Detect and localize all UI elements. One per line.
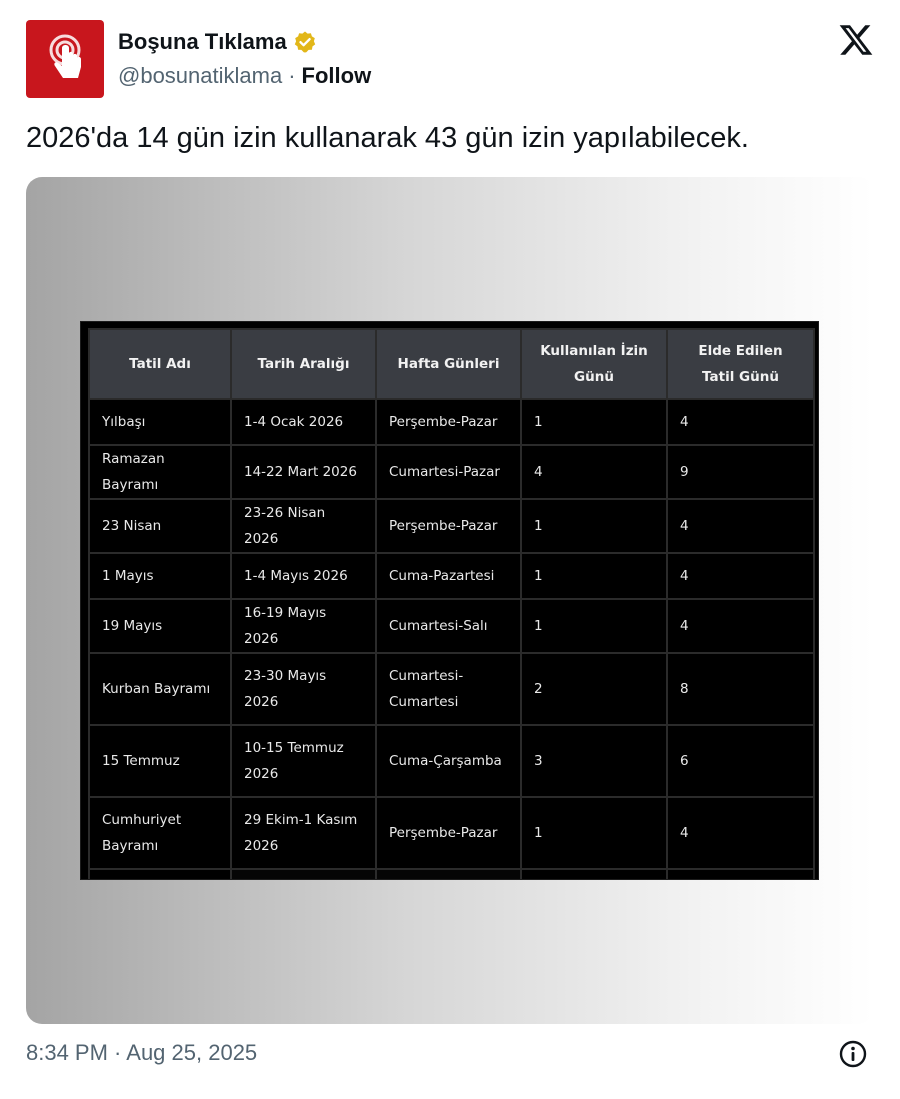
holiday-table bbox=[88, 328, 815, 880]
timestamp[interactable]: 8:34 PM · Aug 25, 2025 bbox=[26, 1040, 258, 1065]
table-cell: 4 bbox=[667, 499, 814, 553]
author-handle-row bbox=[118, 62, 371, 90]
table-cell: 4 bbox=[667, 553, 814, 599]
table-body bbox=[89, 399, 814, 880]
table-cell: 15 Temmuz bbox=[89, 725, 231, 797]
x-logo-icon[interactable] bbox=[838, 22, 874, 58]
column-header: Hafta Günleri bbox=[376, 329, 521, 399]
table-cell: Ramazan Bayramı bbox=[89, 445, 231, 499]
author-name[interactable]: Boşuna Tıklama bbox=[118, 29, 287, 54]
table-cell: 1 bbox=[521, 797, 667, 869]
table-cell: Perşembe-Pazar bbox=[376, 499, 521, 553]
avatar[interactable] bbox=[26, 20, 104, 98]
table-cell: 4 bbox=[667, 599, 814, 653]
table-cell: Cumartesi-Cumartesi bbox=[376, 653, 521, 725]
table-total-cell bbox=[521, 869, 667, 880]
table-cell: Cumartesi-Salı bbox=[376, 599, 521, 653]
table-total-cell bbox=[667, 869, 814, 880]
column-header: Elde Edilen Tatil Günü bbox=[667, 329, 814, 399]
table-total-cell bbox=[231, 869, 376, 880]
table-cell: 1 bbox=[521, 599, 667, 653]
table-row bbox=[89, 399, 814, 445]
table-cell: 1 Mayıs bbox=[89, 553, 231, 599]
table-row bbox=[89, 797, 814, 869]
table-cell: 1-4 Ocak 2026 bbox=[231, 399, 376, 445]
table-cell: 3 bbox=[521, 725, 667, 797]
table-cell: 23 Nisan bbox=[89, 499, 231, 553]
table-row bbox=[89, 499, 814, 553]
holiday-table-container bbox=[80, 321, 819, 880]
separator: · bbox=[288, 63, 296, 88]
table-cell: Yılbaşı bbox=[89, 399, 231, 445]
author-info bbox=[118, 28, 371, 90]
table-cell: 9 bbox=[667, 445, 814, 499]
follow-button[interactable]: Follow bbox=[301, 63, 372, 88]
table-cell: 1 bbox=[521, 499, 667, 553]
table-cell: 19 Mayıs bbox=[89, 599, 231, 653]
table-cell: 23-30 Mayıs 2026 bbox=[231, 653, 376, 725]
table-header-row bbox=[89, 329, 814, 399]
column-header: Tatil Adı bbox=[89, 329, 231, 399]
table-cell: Cuma-Pazartesi bbox=[376, 553, 521, 599]
table-row bbox=[89, 725, 814, 797]
author-handle[interactable]: @bosunatiklama bbox=[118, 63, 283, 88]
column-header: Tarih Aralığı bbox=[231, 329, 376, 399]
table-row bbox=[89, 553, 814, 599]
table-total-row bbox=[89, 869, 814, 880]
table-cell: 6 bbox=[667, 725, 814, 797]
table-total-cell bbox=[376, 869, 521, 880]
table-cell: Cumartesi-Pazar bbox=[376, 445, 521, 499]
post-image[interactable] bbox=[26, 177, 874, 1024]
pointer-hand-icon bbox=[36, 30, 94, 88]
table-cell: 4 bbox=[521, 445, 667, 499]
info-icon[interactable] bbox=[838, 1039, 868, 1069]
table-cell: 14-22 Mart 2026 bbox=[231, 445, 376, 499]
author-name-row bbox=[118, 28, 371, 56]
verified-badge-icon bbox=[293, 30, 317, 54]
table-row bbox=[89, 599, 814, 653]
table-cell: 2 bbox=[521, 653, 667, 725]
post-footer bbox=[26, 1036, 874, 1072]
table-cell: 1 bbox=[521, 399, 667, 445]
table-cell: Perşembe-Pazar bbox=[376, 797, 521, 869]
table-cell: Cumhuriyet Bayramı bbox=[89, 797, 231, 869]
table-cell: Cuma-Çarşamba bbox=[376, 725, 521, 797]
table-row bbox=[89, 653, 814, 725]
table-cell: Perşembe-Pazar bbox=[376, 399, 521, 445]
table-cell: 16-19 Mayıs 2026 bbox=[231, 599, 376, 653]
table-cell: 4 bbox=[667, 797, 814, 869]
post-header bbox=[26, 20, 874, 98]
table-cell: Kurban Bayramı bbox=[89, 653, 231, 725]
table-cell: 10-15 Temmuz 2026 bbox=[231, 725, 376, 797]
table-cell: 1-4 Mayıs 2026 bbox=[231, 553, 376, 599]
post-text: 2026'da 14 gün izin kullanarak 43 gün izin yapılabilecek. bbox=[26, 122, 749, 154]
table-total-cell bbox=[89, 869, 231, 880]
table-cell: 1 bbox=[521, 553, 667, 599]
table-cell: 29 Ekim-1 Kasım 2026 bbox=[231, 797, 376, 869]
table-row bbox=[89, 445, 814, 499]
column-header: Kullanılan İzin Günü bbox=[521, 329, 667, 399]
table-cell: 23-26 Nisan 2026 bbox=[231, 499, 376, 553]
table-cell: 4 bbox=[667, 399, 814, 445]
table-cell: 8 bbox=[667, 653, 814, 725]
